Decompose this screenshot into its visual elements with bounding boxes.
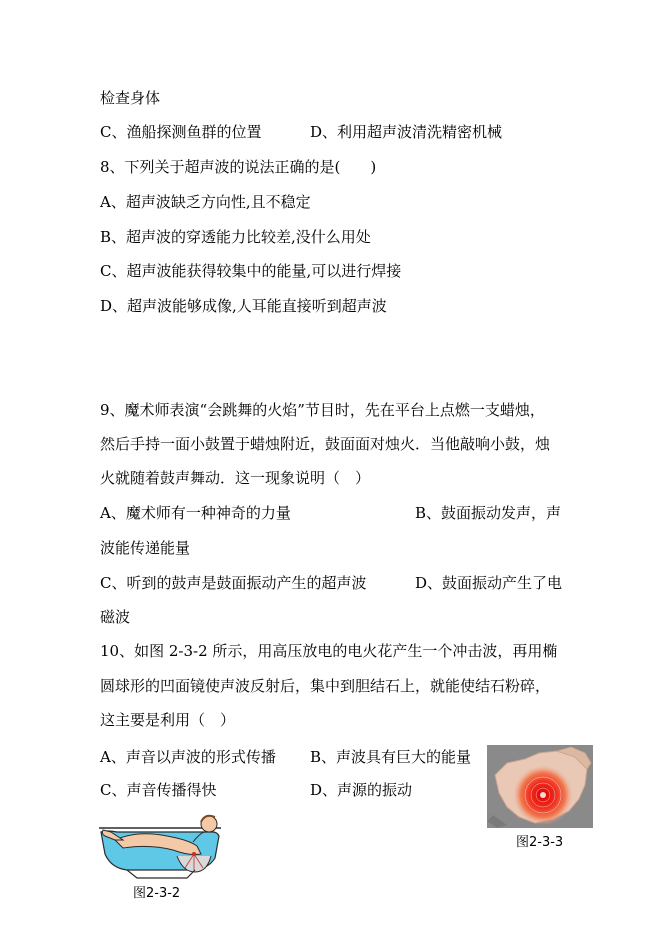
q10-stem-line1: 10、如图 2-3-2 所示，用高压放电的电火花产生一个冲击波，再用椭	[100, 642, 558, 660]
q10-option-a: A、声音以声波的形式传播	[100, 748, 276, 766]
q9-option-a: A、魔术师有一种神奇的力量	[100, 504, 291, 522]
figure-2-3-3-caption: 图2-3-3	[516, 835, 564, 850]
q9-stem-line2: 然后手持一面小鼓置于蜡烛附近，鼓面面对烛火．当他敲响小鼓，烛	[100, 435, 551, 453]
q9-option-b: B、鼓面振动发声，声	[415, 504, 562, 522]
q8-option-a: A、超声波缺乏方向性,且不稳定	[100, 193, 311, 211]
q10-stem-line3: 这主要是利用（ ）	[100, 711, 236, 729]
bathtub-lithotripsy-graphic	[97, 810, 227, 882]
q10-option-c: C、声音传播得快	[100, 781, 217, 799]
q8-option-c: C、超声波能获得较集中的能量,可以进行焊接	[100, 262, 402, 280]
q7-option-c: C、渔船探测鱼群的位置	[100, 123, 262, 141]
q10-stem-line2: 圆球形的凹面镜使声波反射后，集中到胆结石上，就能使结石粉碎，	[100, 677, 551, 695]
q7-option-d: D、利用超声波清洗精密机械	[310, 123, 503, 141]
q8-option-d: D、超声波能够成像,人耳能直接听到超声波	[100, 297, 387, 315]
q10-option-b: B、声波具有巨大的能量	[310, 748, 472, 766]
q9-option-d-cont: 磁波	[100, 608, 131, 626]
q9-stem-line1: 9、魔术师表演“会跳舞的火焰”节目时，先在平台上点燃一支蜡烛，	[100, 401, 545, 419]
q10-option-d: D、声源的振动	[310, 781, 413, 799]
q9-option-b-cont: 波能传递能量	[100, 539, 191, 557]
figure-2-3-2-caption: 图2-3-2	[133, 886, 181, 901]
china-map-graphic	[487, 745, 593, 828]
q9-stem-line3: 火就随着鼓声舞动．这一现象说明（ ）	[100, 469, 371, 487]
q8-option-b: B、超声波的穿透能力比较差,没什么用处	[100, 228, 371, 246]
q7-continuation: 检查身体	[100, 89, 161, 107]
figure-2-3-3-map	[487, 745, 593, 828]
q9-option-c: C、听到的鼓声是鼓面振动产生的超声波	[100, 574, 367, 592]
q8-stem: 8、下列关于超声波的说法正确的是( )	[100, 158, 377, 176]
q9-option-d: D、鼓面振动产生了电	[415, 574, 563, 592]
figure-2-3-2-illustration	[97, 810, 227, 882]
